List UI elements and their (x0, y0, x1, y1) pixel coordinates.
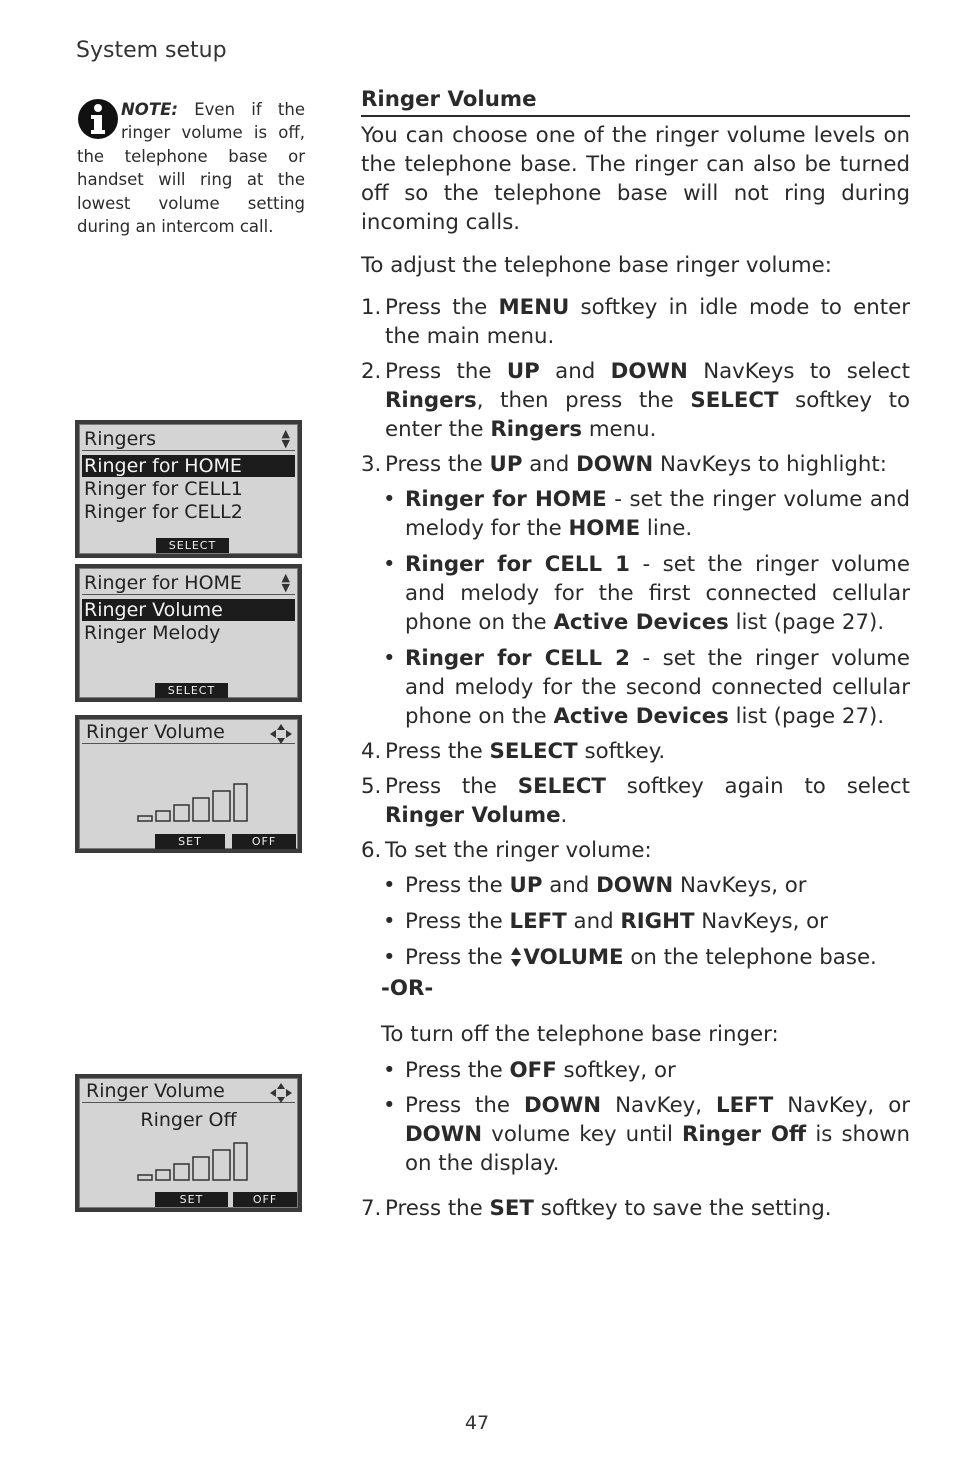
lcd-menu-item-ringer-cell2: Ringer for CELL2 (84, 501, 243, 523)
step-1: 1. Press the MENU softkey in idle mode to enter the main menu. (361, 295, 910, 349)
step-2: 2. Press the UP and DOWN NavKeys to select Ringers, then press the SELECT softkey to enter the Ringers menu. (361, 359, 910, 442)
lcd-menu-item-ringer-cell1: Ringer for CELL1 (84, 478, 243, 500)
section-title: Ringer Volume (361, 86, 910, 117)
bullet-volume-key: • Press the VOLUME on the telephone base. (381, 943, 910, 972)
bullet-ringer-home: • Ringer for HOME - set the ringer volume and melody for the HOME line. (381, 485, 910, 543)
adjust-intro: To adjust the telephone base ringer volume: (361, 253, 832, 278)
lcd-softkey-set: SET (155, 1192, 228, 1207)
steps-list-continued (361, 737, 910, 865)
lcd-menu-item-ringer-volume: Ringer Volume (82, 599, 295, 621)
lcd-softkey-off: OFF (233, 1192, 297, 1207)
step-number: 3. (361, 452, 382, 477)
lcd-title: Ringer Volume (82, 1080, 295, 1103)
lcd-title: Ringers (82, 428, 295, 451)
lcd-ringer-home-screen (75, 564, 302, 702)
lcd-ringer-volume-screen (75, 715, 302, 853)
lcd-softkey-off: OFF (232, 834, 296, 849)
main-content (361, 86, 910, 1223)
info-icon (77, 98, 119, 140)
bullet-down-navkey: • Press the DOWN NavKey, LEFT NavKey, or DOWN volume key until Ringer Off is shown on the display. (381, 1091, 910, 1178)
lcd-title: Ringer Volume (82, 721, 295, 744)
lcd-ringer-off-screen (75, 1074, 302, 1212)
bullet-off-softkey: • Press the OFF softkey, or (381, 1056, 910, 1085)
or-separator: -OR- (381, 976, 434, 1001)
steps-list (361, 293, 910, 479)
step-number: 7. (361, 1196, 382, 1221)
step-number: 2. (361, 359, 382, 384)
lcd-status-ringer-off: Ringer Off (140, 1109, 237, 1131)
step-number: 1. (361, 295, 382, 320)
bullet-ringer-cell2: • Ringer for CELL 2 - set the ringer volume and melody for the second connected cellular phone on the Active Devices list (page 27). (381, 644, 910, 731)
note-label: NOTE: (121, 100, 178, 119)
bullet-ringer-cell1: • Ringer for CELL 1 - set the ringer volume and melody for the first connected cellular phone on the Active Devices list (page 27). (381, 550, 910, 637)
volume-methods-list (361, 871, 910, 972)
four-way-navkey-icon (268, 1082, 294, 1104)
volume-level-bars (137, 783, 249, 823)
step-5: 5. Press the SELECT softkey again to select Ringer Volume. (361, 774, 910, 828)
intro-paragraph: You can choose one of the ringer volume levels on the telephone base. The ringer can also be turned off so the telephone base will not ring during incoming calls. (361, 123, 910, 235)
step-number: 6. (361, 838, 382, 863)
volume-up-down-icon (510, 946, 522, 968)
note-text: Even if the ringer volume is off, the telephone base or handset will ring at the lowest volume setting during an intercom call. (77, 100, 306, 237)
lcd-softkey-select: SELECT (156, 538, 229, 553)
step-7: 7. Press the SET softkey to save the setting. (361, 1196, 832, 1221)
step-3: 3. Press the UP and DOWN NavKeys to highlight: (361, 452, 887, 477)
page-number: 47 (464, 1412, 490, 1434)
section-header: System setup (76, 38, 227, 63)
lcd-softkey-set: SET (155, 834, 225, 849)
four-way-navkey-icon (268, 723, 294, 745)
lcd-menu-item-ringer-home: Ringer for HOME (82, 455, 295, 477)
step-4: 4. Press the SELECT softkey. (361, 739, 666, 764)
step-number: 5. (361, 774, 382, 799)
highlight-options-list (361, 485, 910, 731)
lcd-title: Ringer for HOME (82, 572, 295, 595)
step-6: 6. To set the ringer volume: (361, 838, 652, 863)
steps-list-final (361, 1194, 910, 1223)
lcd-ringers-screen (75, 420, 302, 558)
bullet-up-down: • Press the UP and DOWN NavKeys, or (381, 871, 910, 900)
turn-off-intro: To turn off the telephone base ringer: (381, 1022, 779, 1047)
bullet-left-right: • Press the LEFT and RIGHT NavKeys, or (381, 907, 910, 936)
up-down-arrows-icon: ▲ ▼ (281, 571, 290, 594)
turn-off-methods-list (361, 1056, 910, 1178)
volume-level-bars (137, 1142, 249, 1182)
step-number: 4. (361, 739, 382, 764)
up-down-arrows-icon: ▲ ▼ (281, 427, 290, 450)
note-box (77, 98, 305, 238)
lcd-softkey-select: SELECT (155, 683, 228, 698)
lcd-menu-item-ringer-melody: Ringer Melody (84, 622, 221, 644)
